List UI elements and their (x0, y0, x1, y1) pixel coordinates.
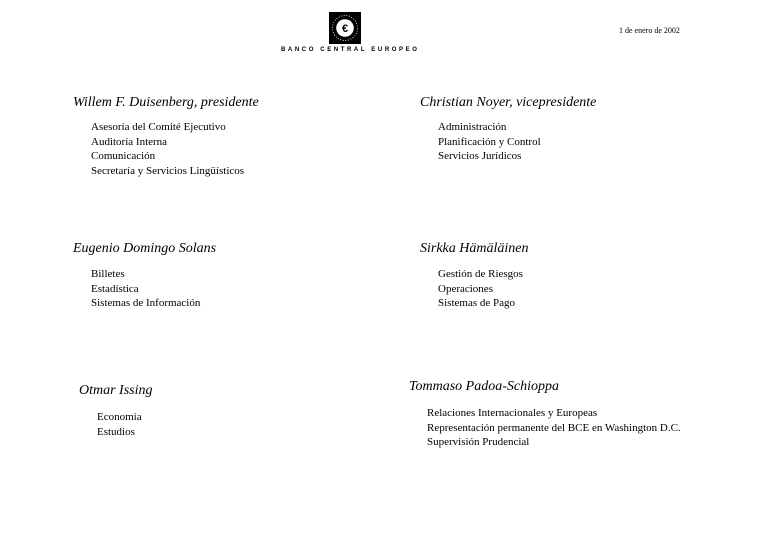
euro-symbol: € (341, 23, 349, 35)
responsibility-item: Representación permanente del BCE en Washington D.C. (427, 421, 681, 434)
board-member-domingo-solans (73, 241, 216, 311)
member-name: Otmar Issing (79, 383, 153, 398)
responsibility-item: Sistemas de Pago (438, 297, 515, 309)
responsibility-item: Operaciones (438, 282, 493, 295)
responsibility-list (420, 267, 528, 311)
responsibility-item: Estadística (91, 282, 139, 295)
responsibility-item: Auditoría Interna (91, 135, 168, 148)
responsibility-item: Asesoría del Comité Ejecutivo (91, 121, 226, 133)
member-name: Tommaso Padoa-Schioppa (409, 379, 559, 394)
responsibility-list (73, 120, 259, 178)
responsibility-item: Comunicación (91, 150, 156, 162)
responsibility-item: Estudios (97, 425, 135, 438)
responsibility-item: Economía (97, 411, 142, 423)
board-member-padoa-schioppa (409, 379, 681, 450)
member-name: Sirkka Hämäläinen (420, 241, 529, 256)
responsibility-list (420, 120, 596, 164)
responsibility-item: Gestión de Riesgos (438, 268, 523, 280)
bank-name: BANCO CENTRAL EUROPEO (281, 47, 420, 53)
responsibility-item: Supervisión Prudencial (427, 436, 530, 448)
responsibility-item: Secretaría y Servicios Lingüísticos (91, 164, 245, 177)
responsibility-item: Billetes (91, 268, 125, 280)
member-name: Eugenio Domingo Solans (73, 241, 217, 256)
responsibility-item: Sistemas de Información (91, 297, 201, 309)
responsibility-item: Administración (438, 121, 507, 133)
responsibility-item: Relaciones Internacionales y Europeas (427, 407, 598, 419)
board-member-noyer (420, 95, 596, 164)
responsibility-list (73, 267, 216, 311)
document-date: 1 de enero de 2002 (619, 26, 680, 35)
member-name: Willem F. Duisenberg, presidente (73, 95, 259, 110)
responsibility-list (409, 406, 681, 450)
member-name: Christian Noyer, vicepresidente (420, 95, 597, 110)
board-member-issing (79, 383, 153, 439)
responsibility-item: Planificación y Control (438, 135, 541, 148)
board-member-hamalainen (420, 241, 528, 311)
responsibility-item: Servicios Jurídicos (438, 150, 522, 162)
board-member-duisenberg (73, 95, 259, 178)
ecb-euro-logo-icon (329, 12, 361, 44)
responsibility-list (79, 410, 153, 439)
